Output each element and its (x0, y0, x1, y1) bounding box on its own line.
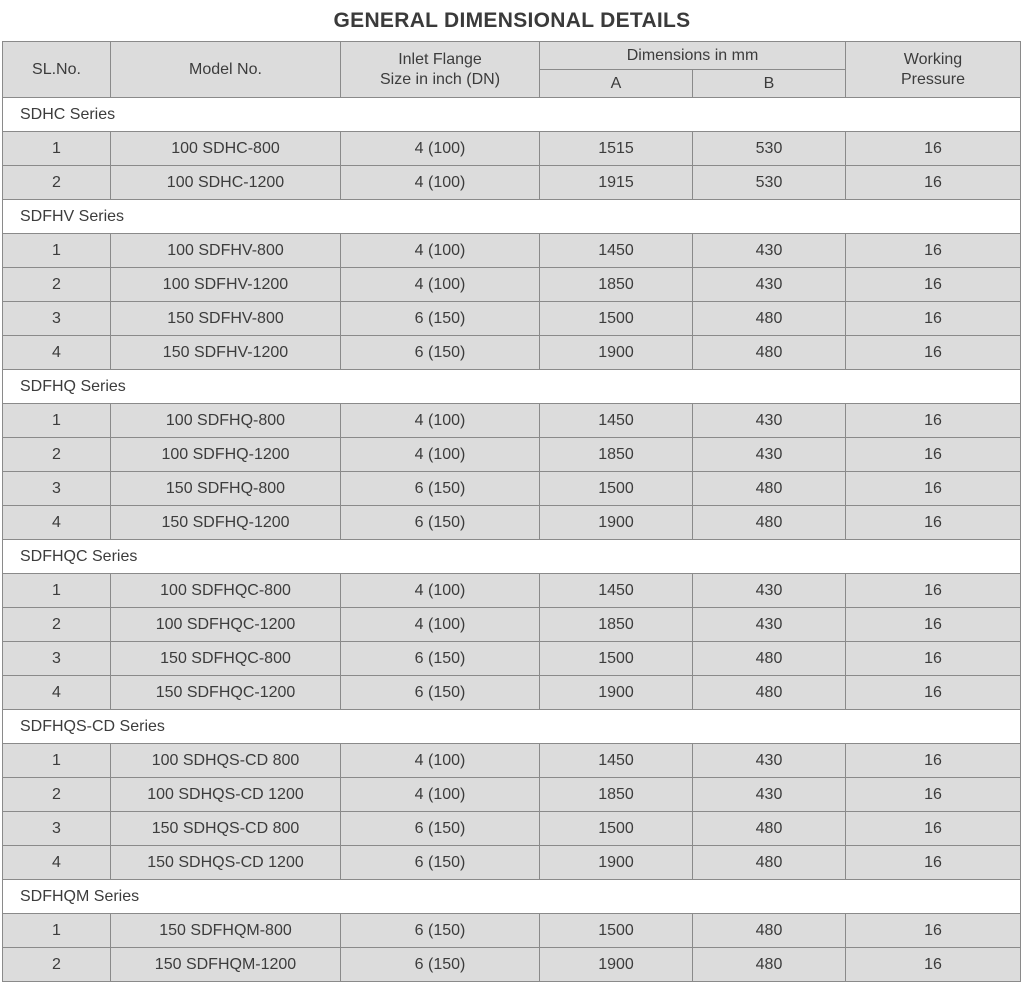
cell-dim-a: 1900 (540, 948, 693, 982)
series-name: SDFHQS-CD Series (3, 710, 1021, 744)
cell-sl-no: 1 (3, 404, 111, 438)
header-pressure-line1: Working (903, 50, 963, 68)
cell-model-no: 150 SDFHQC-800 (111, 642, 341, 676)
header-inlet-flange (341, 42, 540, 98)
cell-sl-no: 2 (3, 608, 111, 642)
table-row (3, 846, 1021, 880)
cell-dim-b: 480 (693, 642, 846, 676)
cell-dim-b: 430 (693, 744, 846, 778)
cell-working-pressure: 16 (846, 846, 1021, 880)
cell-model-no: 150 SDFHV-1200 (111, 336, 341, 370)
cell-working-pressure: 16 (846, 778, 1021, 812)
cell-sl-no: 4 (3, 506, 111, 540)
cell-inlet-size: 6 (150) (341, 846, 540, 880)
cell-dim-a: 1500 (540, 914, 693, 948)
table-row (3, 234, 1021, 268)
cell-dim-a: 1850 (540, 778, 693, 812)
table-row (3, 404, 1021, 438)
series-header-row (3, 98, 1021, 132)
cell-dim-b: 430 (693, 268, 846, 302)
cell-working-pressure: 16 (846, 438, 1021, 472)
cell-dim-a: 1900 (540, 846, 693, 880)
cell-working-pressure: 16 (846, 812, 1021, 846)
table-row (3, 778, 1021, 812)
cell-dim-b: 480 (693, 948, 846, 982)
cell-dim-b: 530 (693, 132, 846, 166)
cell-model-no: 150 SDHQS-CD 800 (111, 812, 341, 846)
cell-working-pressure: 16 (846, 574, 1021, 608)
cell-dim-b: 430 (693, 404, 846, 438)
series-header-row (3, 200, 1021, 234)
table-row (3, 642, 1021, 676)
cell-sl-no: 3 (3, 642, 111, 676)
cell-inlet-size: 6 (150) (341, 812, 540, 846)
header-pressure-line2: Pressure (900, 70, 966, 88)
cell-sl-no: 2 (3, 166, 111, 200)
cell-dim-a: 1500 (540, 302, 693, 336)
cell-working-pressure: 16 (846, 948, 1021, 982)
series-header-row (3, 880, 1021, 914)
cell-sl-no: 2 (3, 268, 111, 302)
cell-inlet-size: 4 (100) (341, 268, 540, 302)
cell-sl-no: 4 (3, 676, 111, 710)
cell-sl-no: 3 (3, 302, 111, 336)
cell-model-no: 100 SDHC-1200 (111, 166, 341, 200)
dimensions-table (2, 41, 1021, 982)
table-row (3, 438, 1021, 472)
table-body (3, 98, 1021, 982)
cell-inlet-size: 6 (150) (341, 948, 540, 982)
cell-dim-a: 1900 (540, 676, 693, 710)
table-row (3, 132, 1021, 166)
cell-sl-no: 2 (3, 778, 111, 812)
cell-dim-b: 480 (693, 846, 846, 880)
cell-dim-b: 430 (693, 608, 846, 642)
cell-model-no: 150 SDFHV-800 (111, 302, 341, 336)
cell-sl-no: 1 (3, 234, 111, 268)
cell-dim-a: 1450 (540, 574, 693, 608)
cell-working-pressure: 16 (846, 268, 1021, 302)
cell-dim-a: 1500 (540, 472, 693, 506)
cell-model-no: 150 SDFHQ-800 (111, 472, 341, 506)
cell-dim-b: 480 (693, 472, 846, 506)
cell-inlet-size: 6 (150) (341, 676, 540, 710)
cell-model-no: 150 SDFHQM-1200 (111, 948, 341, 982)
cell-working-pressure: 16 (846, 472, 1021, 506)
cell-model-no: 100 SDHC-800 (111, 132, 341, 166)
table-row (3, 302, 1021, 336)
header-sl-no: SL.No. (3, 42, 111, 98)
cell-inlet-size: 4 (100) (341, 574, 540, 608)
cell-model-no: 150 SDFHQ-1200 (111, 506, 341, 540)
table-row (3, 574, 1021, 608)
table-header (3, 42, 1021, 98)
cell-model-no: 100 SDFHQ-800 (111, 404, 341, 438)
cell-working-pressure: 16 (846, 608, 1021, 642)
cell-inlet-size: 6 (150) (341, 336, 540, 370)
cell-dim-a: 1500 (540, 642, 693, 676)
table-row (3, 506, 1021, 540)
cell-working-pressure: 16 (846, 914, 1021, 948)
cell-inlet-size: 4 (100) (341, 234, 540, 268)
cell-model-no: 100 SDFHQC-800 (111, 574, 341, 608)
cell-model-no: 150 SDFHQM-800 (111, 914, 341, 948)
cell-dim-a: 1515 (540, 132, 693, 166)
header-dim-a: A (540, 70, 693, 98)
cell-dim-a: 1900 (540, 336, 693, 370)
cell-inlet-size: 6 (150) (341, 914, 540, 948)
cell-inlet-size: 4 (100) (341, 438, 540, 472)
cell-working-pressure: 16 (846, 336, 1021, 370)
cell-model-no: 100 SDFHQ-1200 (111, 438, 341, 472)
cell-working-pressure: 16 (846, 506, 1021, 540)
table-row (3, 608, 1021, 642)
cell-inlet-size: 6 (150) (341, 472, 540, 506)
header-working-pressure (846, 42, 1021, 98)
cell-model-no: 100 SDFHV-1200 (111, 268, 341, 302)
cell-inlet-size: 6 (150) (341, 642, 540, 676)
cell-model-no: 100 SDHQS-CD 800 (111, 744, 341, 778)
cell-dim-a: 1915 (540, 166, 693, 200)
cell-working-pressure: 16 (846, 234, 1021, 268)
cell-dim-b: 480 (693, 506, 846, 540)
table-row (3, 676, 1021, 710)
cell-dim-b: 430 (693, 438, 846, 472)
cell-sl-no: 4 (3, 846, 111, 880)
series-name: SDFHQ Series (3, 370, 1021, 404)
cell-dim-b: 430 (693, 778, 846, 812)
table-row (3, 472, 1021, 506)
cell-model-no: 150 SDHQS-CD 1200 (111, 846, 341, 880)
cell-sl-no: 1 (3, 132, 111, 166)
header-inlet-line2: Size in inch (DN) (379, 70, 501, 88)
series-name: SDFHV Series (3, 200, 1021, 234)
cell-working-pressure: 16 (846, 744, 1021, 778)
cell-dim-a: 1850 (540, 438, 693, 472)
cell-dim-b: 480 (693, 676, 846, 710)
cell-working-pressure: 16 (846, 404, 1021, 438)
cell-model-no: 100 SDHQS-CD 1200 (111, 778, 341, 812)
cell-dim-a: 1850 (540, 608, 693, 642)
table-row (3, 812, 1021, 846)
cell-dim-b: 480 (693, 336, 846, 370)
table-row (3, 914, 1021, 948)
cell-inlet-size: 4 (100) (341, 132, 540, 166)
cell-sl-no: 2 (3, 948, 111, 982)
table-row (3, 336, 1021, 370)
cell-inlet-size: 4 (100) (341, 778, 540, 812)
cell-working-pressure: 16 (846, 166, 1021, 200)
cell-dim-a: 1900 (540, 506, 693, 540)
cell-inlet-size: 6 (150) (341, 506, 540, 540)
series-header-row (3, 370, 1021, 404)
cell-dim-b: 430 (693, 574, 846, 608)
cell-dim-a: 1450 (540, 404, 693, 438)
series-name: SDFHQM Series (3, 880, 1021, 914)
cell-dim-b: 480 (693, 302, 846, 336)
cell-dim-a: 1450 (540, 234, 693, 268)
cell-dim-b: 480 (693, 914, 846, 948)
header-inlet-line1: Inlet Flange (398, 50, 482, 68)
cell-sl-no: 1 (3, 914, 111, 948)
cell-inlet-size: 4 (100) (341, 404, 540, 438)
series-name: SDFHQC Series (3, 540, 1021, 574)
header-dimensions: Dimensions in mm (540, 42, 846, 70)
cell-dim-a: 1850 (540, 268, 693, 302)
table-row (3, 948, 1021, 982)
series-header-row (3, 710, 1021, 744)
cell-dim-b: 530 (693, 166, 846, 200)
cell-model-no: 150 SDFHQC-1200 (111, 676, 341, 710)
header-model-no: Model No. (111, 42, 341, 98)
cell-working-pressure: 16 (846, 302, 1021, 336)
cell-dim-a: 1450 (540, 744, 693, 778)
table-row (3, 166, 1021, 200)
cell-sl-no: 4 (3, 336, 111, 370)
series-name: SDHC Series (3, 98, 1021, 132)
cell-working-pressure: 16 (846, 676, 1021, 710)
cell-working-pressure: 16 (846, 642, 1021, 676)
cell-inlet-size: 4 (100) (341, 744, 540, 778)
cell-inlet-size: 6 (150) (341, 302, 540, 336)
cell-dim-a: 1500 (540, 812, 693, 846)
cell-dim-b: 480 (693, 812, 846, 846)
table-row (3, 744, 1021, 778)
series-header-row (3, 540, 1021, 574)
cell-dim-b: 430 (693, 234, 846, 268)
cell-sl-no: 1 (3, 744, 111, 778)
cell-inlet-size: 4 (100) (341, 166, 540, 200)
cell-inlet-size: 4 (100) (341, 608, 540, 642)
cell-sl-no: 3 (3, 472, 111, 506)
cell-working-pressure: 16 (846, 132, 1021, 166)
cell-sl-no: 2 (3, 438, 111, 472)
cell-sl-no: 1 (3, 574, 111, 608)
header-dim-b: B (693, 70, 846, 98)
cell-model-no: 100 SDFHQC-1200 (111, 608, 341, 642)
cell-sl-no: 3 (3, 812, 111, 846)
table-row (3, 268, 1021, 302)
cell-model-no: 100 SDFHV-800 (111, 234, 341, 268)
page-title: GENERAL DIMENSIONAL DETAILS (333, 9, 691, 32)
